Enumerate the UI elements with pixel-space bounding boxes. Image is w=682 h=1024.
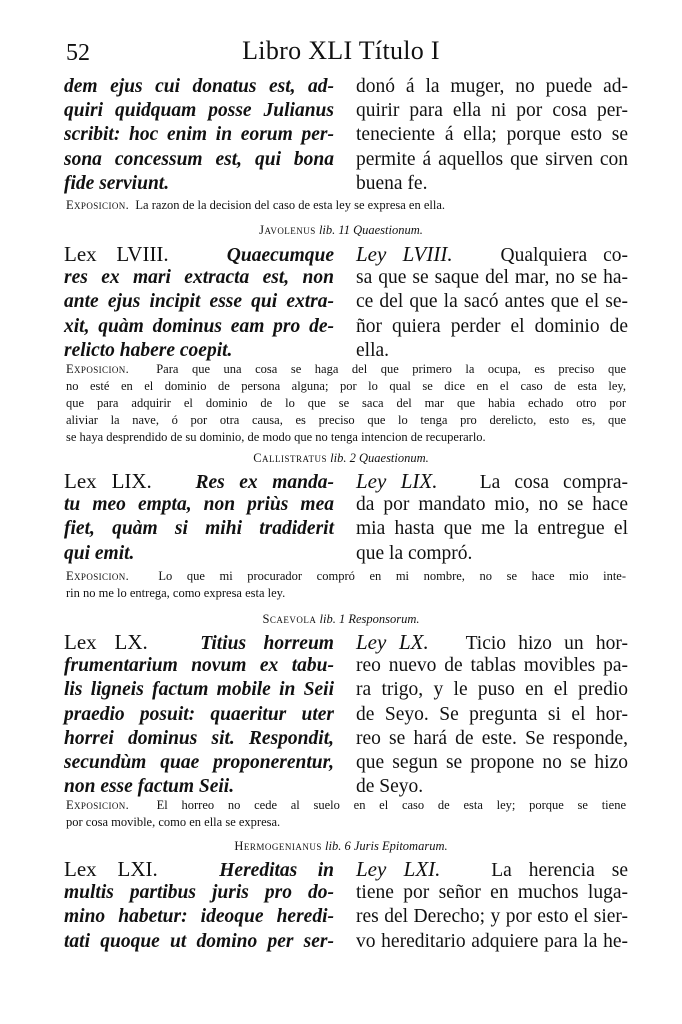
attribution-reference: lib. 1 Responsorum.: [319, 612, 420, 626]
spanish-line: ra trigo, y le puso en el predio: [356, 679, 628, 701]
spanish-line: res del Derecho; y por esto el sier-: [356, 906, 628, 928]
latin-line: multis partibus juris pro do-: [64, 882, 334, 904]
latin-line: dem ejus cui donatus est, ad-: [64, 76, 334, 97]
exposicion-continuation: [66, 197, 626, 214]
latin-first-words: Quaecumque: [226, 245, 335, 266]
attribution-reference: lib. 2 Quaestionum.: [330, 451, 429, 465]
attribution-reference: lib. 6 Juris Epitomarum.: [325, 839, 448, 853]
lex-label: Lex LIX.: [64, 469, 152, 493]
spanish-line: teneciente á ella; porque esto se: [356, 124, 628, 146]
exposicion-text: Lo que mi procurador compró en mi nombre, no se hace mio inte-: [158, 569, 627, 583]
spanish-line: [356, 469, 628, 493]
latin-first-words: Res ex manda-: [195, 472, 334, 493]
latin-line: ante ejus incipit esse qui extra-: [64, 291, 334, 313]
latin-line: fiet, quàm si mihi tradiderit: [64, 518, 334, 540]
latin-line: fide serviunt.: [64, 172, 170, 194]
spanish-first-words: Ticio hizo un hor-: [465, 633, 629, 654]
spanish-line: [356, 630, 628, 654]
latin-first-words: Titius horreum: [200, 633, 334, 654]
page-number: 52: [66, 40, 90, 66]
spanish-first-words: La cosa compra-: [479, 472, 629, 493]
spanish-line: permite á aquellos que sirven con: [356, 148, 628, 170]
page-header: [0, 34, 682, 74]
spanish-line: sa que se saque del mar, no se ha-: [356, 267, 628, 289]
attribution-author: Javolenus: [259, 223, 316, 237]
spanish-line: quirir para ella ni por cosa per-: [356, 100, 628, 122]
exposicion-label: Exposicion.: [66, 798, 130, 812]
spanish-line: mia hasta que me la entregue el: [356, 518, 628, 540]
attribution-lex-59: [0, 449, 682, 467]
exposicion-line: [66, 568, 626, 585]
latin-line: xit, quàm dominus eam pro de-: [64, 315, 334, 337]
latin-text-continuation: [64, 75, 334, 196]
spanish-line: buena fe.: [356, 172, 428, 194]
attribution-author: Scaevola: [262, 612, 317, 626]
spanish-line: de Seyo.: [356, 776, 424, 798]
spanish-line: tiene por señor en muchos luga-: [356, 882, 628, 904]
attribution-lex-58: [0, 221, 682, 239]
spanish-line: ella.: [356, 339, 390, 361]
exposicion-line: que para adquirir el dominio de lo que se saca del mar que habia echado otro por: [66, 396, 626, 410]
lex-label: Lex LVIII.: [64, 242, 169, 266]
attribution-reference: lib. 11 Quaestionum.: [318, 223, 423, 237]
latin-text-lex-58: [64, 242, 334, 363]
latin-first-words: Hereditas in: [219, 860, 334, 881]
exposicion-lex-59: [66, 568, 626, 602]
spanish-line: da por mandato mio, no se hace: [356, 494, 628, 516]
spanish-line: ce del que la sacó antes que el se-: [356, 291, 628, 313]
exposicion-line: no esté en el dominio de persona alguna; por lo qual se dice en el caso de esta ley,: [66, 379, 626, 393]
exposicion-line: [66, 361, 626, 378]
attribution-author: Callistratus: [253, 451, 328, 465]
attribution-lex-61: [0, 837, 682, 855]
latin-text-lex-61: [64, 857, 334, 954]
exposicion-label: Exposicion.: [66, 569, 130, 583]
latin-text-lex-59: [64, 469, 334, 566]
latin-text-lex-60: [64, 630, 334, 799]
ley-label: Ley LX.: [356, 630, 429, 654]
spanish-text-lex-58: [356, 242, 628, 363]
latin-line: [64, 469, 334, 493]
latin-line: relicto habere coepit.: [64, 339, 233, 361]
latin-line: lis ligneis factum mobile in Seii: [64, 679, 334, 701]
latin-line: [64, 630, 334, 654]
exposicion-text: El horreo no cede al suelo en el caso de esta ley; porque se tiene: [156, 798, 626, 812]
exposicion-text: Para que una cosa se haga del que primero la ocupa, es preciso que: [156, 362, 627, 376]
spanish-line: donó á la muger, no puede ad-: [356, 76, 628, 97]
latin-line: tati quoque ut domino per ser-: [64, 930, 334, 952]
spanish-line: ñor quiera perder el dominio de: [356, 315, 628, 337]
latin-line: non esse factum Seii.: [64, 776, 235, 798]
lex-label: Lex LX.: [64, 630, 148, 654]
latin-line: quiri quidquam posse Julianus: [64, 100, 334, 122]
spanish-text-lex-61: [356, 857, 628, 954]
ley-label: Ley LIX.: [356, 469, 438, 493]
ley-label: Ley LXI.: [356, 857, 441, 881]
spanish-line: vo hereditario adquiere para la he-: [356, 930, 628, 952]
exposicion-line: [66, 797, 626, 814]
spanish-line: [356, 242, 628, 266]
latin-line: frumentarium novum ex tabu-: [64, 655, 334, 677]
exposicion-lex-58: [66, 361, 626, 446]
exposicion-label: Exposicion.: [66, 198, 130, 212]
latin-line: horrei dominus sit. Respondit,: [64, 727, 334, 749]
spanish-line: reo se hará de este. Se responde,: [356, 727, 628, 749]
exposicion-label: Exposicion.: [66, 362, 130, 376]
spanish-text-lex-59: [356, 469, 628, 566]
exposicion-text: La razon de la decision del caso de esta ley se expresa en ella.: [135, 198, 445, 212]
latin-line: tu meo empta, non priùs mea: [64, 494, 334, 516]
lex-label: Lex LXI.: [64, 857, 158, 881]
latin-line: secundùm quae proponerentur,: [64, 751, 334, 773]
latin-line: res ex mari extracta est, non: [64, 267, 334, 289]
latin-line: qui emit.: [64, 542, 135, 564]
spanish-text-continuation: [356, 75, 628, 196]
latin-line: scribit: hoc enim in eorum per-: [64, 124, 334, 146]
latin-line: mino habetur: ideoque heredi-: [64, 906, 334, 928]
ley-label: Ley LVIII.: [356, 242, 453, 266]
latin-line: praedio posuit: quaeritur uter: [64, 703, 334, 725]
exposicion-lex-60: [66, 797, 626, 831]
spanish-text-lex-60: [356, 630, 628, 799]
exposicion-line: se haya desprendido de su dominio, de modo que no tenga intencion de recuperarlo.: [66, 430, 486, 444]
spanish-line: reo nuevo de tablas movibles pa-: [356, 655, 628, 677]
spanish-first-words: Qualquiera co-: [500, 245, 629, 266]
exposicion-line: aliviar la nave, ó por otra causa, es preciso que lo tenga pro derelicto, esto es, que: [66, 413, 626, 427]
spanish-line: [356, 857, 628, 881]
spanish-line: que la compró.: [356, 542, 473, 564]
exposicion-line: [66, 197, 626, 214]
latin-line: [64, 242, 334, 266]
spanish-first-words: La herencia se: [491, 860, 629, 881]
latin-line: sona concessum est, qui bona: [64, 148, 334, 170]
attribution-author: Hermogenianus: [234, 839, 322, 853]
running-head: Libro XLI Título I: [242, 36, 440, 65]
spanish-line: de Seyo. Se pregunta si el hor-: [356, 703, 628, 725]
spanish-line: que segun se propone no se hizo: [356, 751, 628, 773]
exposicion-line: por cosa movible, como en ella se expresa.: [66, 815, 281, 829]
latin-line: [64, 857, 334, 881]
exposicion-line: rin no me lo entrega, como expresa esta ley.: [66, 586, 286, 600]
attribution-lex-60: [0, 610, 682, 628]
